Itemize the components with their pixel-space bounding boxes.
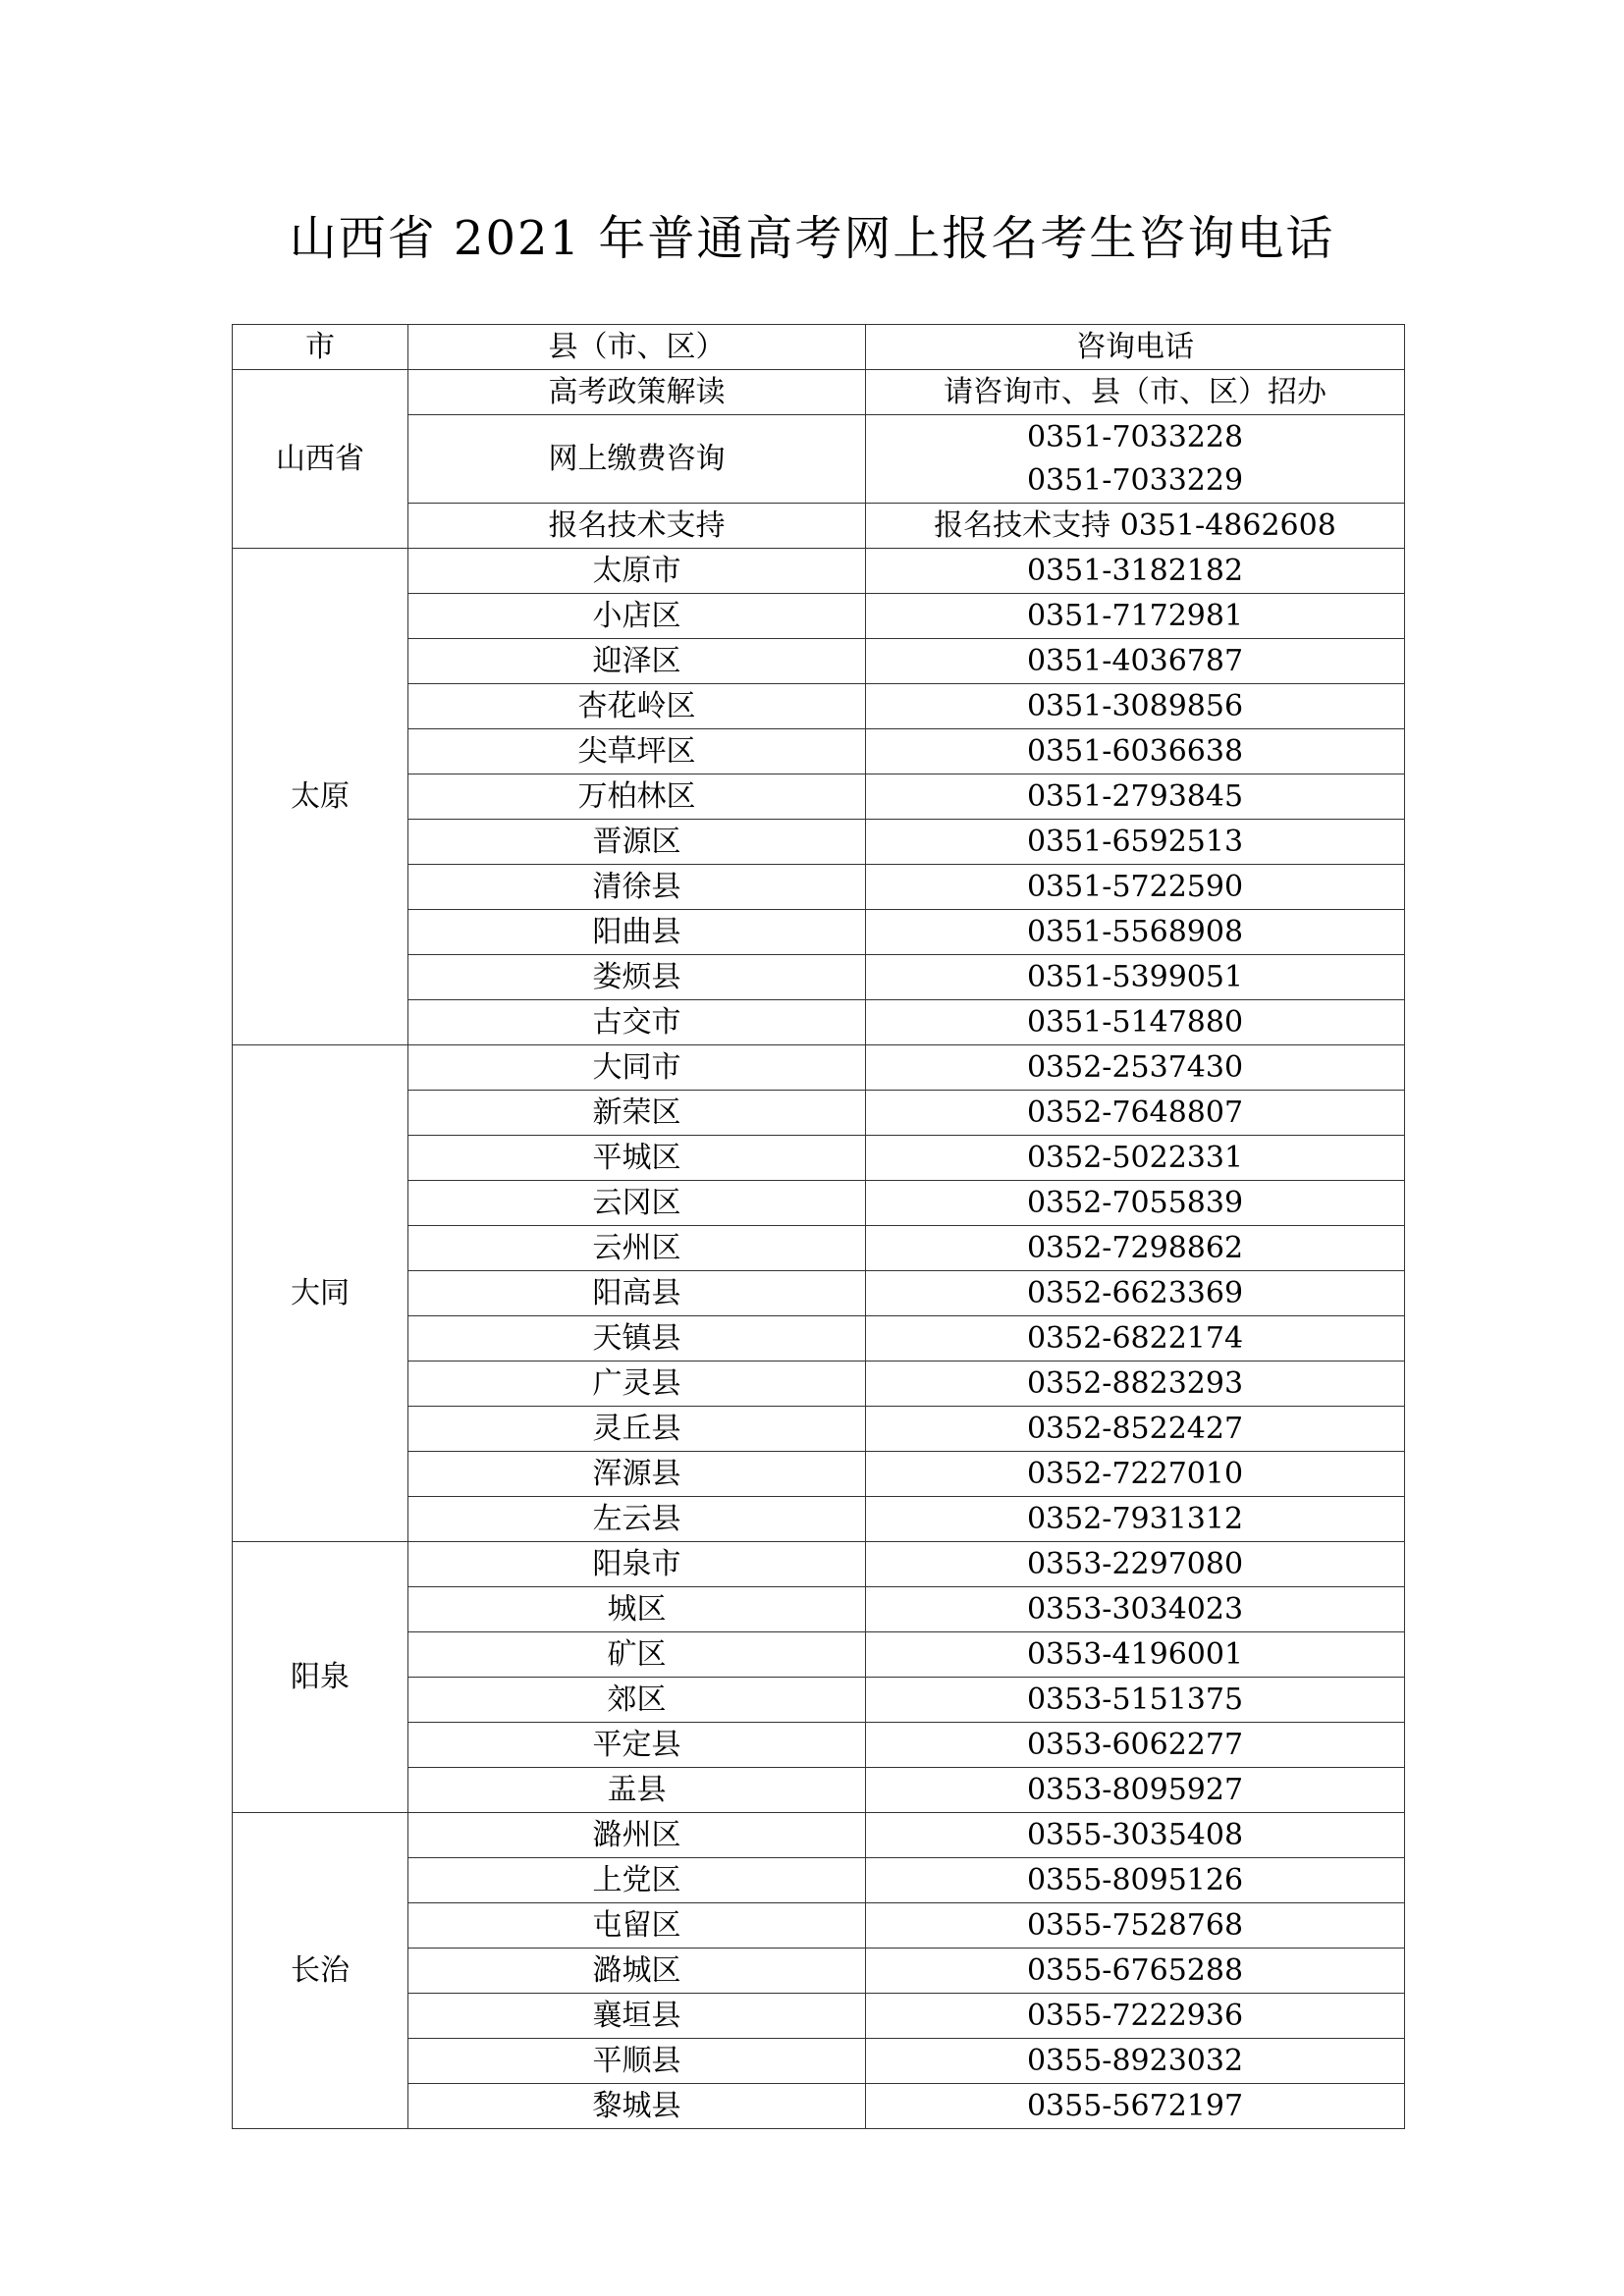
table-row <box>233 1316 1405 1362</box>
phone-cell: 0351-6592513 <box>866 820 1405 865</box>
county-cell: 古交市 <box>408 1000 866 1045</box>
table-row <box>233 1994 1405 2039</box>
phone-cell: 0353-2297080 <box>866 1542 1405 1587</box>
table-row <box>233 729 1405 774</box>
phone-cell: 0351-5568908 <box>866 910 1405 955</box>
table-row <box>233 865 1405 910</box>
county-cell: 灵丘县 <box>408 1407 866 1452</box>
table-row <box>233 820 1405 865</box>
table-row <box>233 1903 1405 1949</box>
phone-cell: 0352-7055839 <box>866 1181 1405 1226</box>
table-row <box>233 594 1405 639</box>
table-row <box>233 1858 1405 1903</box>
phone-cell: 0352-5022331 <box>866 1136 1405 1181</box>
table-row <box>233 2039 1405 2084</box>
table-row <box>233 1136 1405 1181</box>
county-cell: 新荣区 <box>408 1091 866 1136</box>
phone-cell: 0351-7172981 <box>866 594 1405 639</box>
phone-cell: 0351-3182182 <box>866 549 1405 594</box>
table-row <box>233 639 1405 684</box>
county-cell: 平顺县 <box>408 2039 866 2084</box>
county-cell: 高考政策解读 <box>408 370 866 415</box>
header-county: 县（市、区） <box>408 325 866 370</box>
table-body <box>233 370 1405 2129</box>
table-row <box>233 1813 1405 1858</box>
table-row <box>233 1452 1405 1497</box>
county-cell: 襄垣县 <box>408 1994 866 2039</box>
city-cell: 山西省 <box>233 370 408 549</box>
county-cell: 迎泽区 <box>408 639 866 684</box>
phone-cell: 0351-5147880 <box>866 1000 1405 1045</box>
table-row <box>233 1497 1405 1542</box>
county-cell: 城区 <box>408 1587 866 1632</box>
table-row <box>233 774 1405 820</box>
phone-cell: 0352-7648807 <box>866 1091 1405 1136</box>
county-cell: 报名技术支持 <box>408 504 866 549</box>
county-cell: 郊区 <box>408 1678 866 1723</box>
county-cell: 阳曲县 <box>408 910 866 955</box>
county-cell: 网上缴费咨询 <box>408 415 866 504</box>
table-row <box>233 1271 1405 1316</box>
county-cell: 万柏林区 <box>408 774 866 820</box>
phone-cell: 0351-2793845 <box>866 774 1405 820</box>
table-row <box>233 1632 1405 1678</box>
table-row <box>233 1091 1405 1136</box>
table-row <box>233 1542 1405 1587</box>
county-cell: 黎城县 <box>408 2084 866 2129</box>
table-row <box>233 1407 1405 1452</box>
county-cell: 阳泉市 <box>408 1542 866 1587</box>
table-row <box>233 1723 1405 1768</box>
county-cell: 天镇县 <box>408 1316 866 1362</box>
phone-cell: 0352-7931312 <box>866 1497 1405 1542</box>
county-cell: 娄烦县 <box>408 955 866 1000</box>
county-cell: 左云县 <box>408 1497 866 1542</box>
phone-cell: 0352-7227010 <box>866 1452 1405 1497</box>
page-title: 山西省 2021 年普通高考网上报名考生咨询电话 <box>289 211 1335 266</box>
county-cell: 矿区 <box>408 1632 866 1678</box>
phone-number: 0351-7033228 <box>1026 419 1244 454</box>
phone-cell: 0353-6062277 <box>866 1723 1405 1768</box>
city-cell: 长治 <box>233 1813 408 2129</box>
phone-cell: 0355-7528768 <box>866 1903 1405 1949</box>
phone-cell: 0353-3034023 <box>866 1587 1405 1632</box>
county-cell: 清徐县 <box>408 865 866 910</box>
table-row <box>233 549 1405 594</box>
header-phone: 咨询电话 <box>866 325 1405 370</box>
county-cell: 杏花岭区 <box>408 684 866 729</box>
phone-cell: 0351-4036787 <box>866 639 1405 684</box>
table-row <box>233 370 1405 415</box>
table-row <box>233 1045 1405 1091</box>
county-cell: 平定县 <box>408 1723 866 1768</box>
county-cell: 上党区 <box>408 1858 866 1903</box>
county-cell: 浑源县 <box>408 1452 866 1497</box>
phone-cell: 0352-8522427 <box>866 1407 1405 1452</box>
table-row <box>233 1768 1405 1813</box>
table-row <box>233 910 1405 955</box>
county-cell: 尖草坪区 <box>408 729 866 774</box>
phone-cell: 0353-4196001 <box>866 1632 1405 1678</box>
county-cell: 广灵县 <box>408 1362 866 1407</box>
phone-cell: 0352-6623369 <box>866 1271 1405 1316</box>
county-cell: 云冈区 <box>408 1181 866 1226</box>
phone-cell: 0352-8823293 <box>866 1362 1405 1407</box>
phone-cell: 0355-5672197 <box>866 2084 1405 2129</box>
county-cell: 太原市 <box>408 549 866 594</box>
county-cell: 云州区 <box>408 1226 866 1271</box>
county-cell: 潞州区 <box>408 1813 866 1858</box>
county-cell: 盂县 <box>408 1768 866 1813</box>
phone-cell: 0351-5722590 <box>866 865 1405 910</box>
county-cell: 晋源区 <box>408 820 866 865</box>
county-cell: 阳高县 <box>408 1271 866 1316</box>
phone-cell: 0352-2537430 <box>866 1045 1405 1091</box>
county-cell: 小店区 <box>408 594 866 639</box>
header-row <box>233 325 1405 370</box>
phone-cell: 0352-6822174 <box>866 1316 1405 1362</box>
phone-cell: 0351-5399051 <box>866 955 1405 1000</box>
table-row <box>233 2084 1405 2129</box>
phone-cell: 0351-3089856 <box>866 684 1405 729</box>
phone-cell: 0353-5151375 <box>866 1678 1405 1723</box>
table-row <box>233 1000 1405 1045</box>
table-row <box>233 1226 1405 1271</box>
phone-cell: 0353-8095927 <box>866 1768 1405 1813</box>
table-row <box>233 1181 1405 1226</box>
header-city: 市 <box>233 325 408 370</box>
phone-cell: 0355-8923032 <box>866 2039 1405 2084</box>
phone-cell: 0355-8095126 <box>866 1858 1405 1903</box>
table-row <box>233 1678 1405 1723</box>
county-cell: 潞城区 <box>408 1949 866 1994</box>
phone-cell: 报名技术支持 0351-4862608 <box>866 504 1405 549</box>
county-cell: 大同市 <box>408 1045 866 1091</box>
table-row <box>233 415 1405 504</box>
table-row <box>233 1587 1405 1632</box>
phone-cell: 0351-6036638 <box>866 729 1405 774</box>
table-row <box>233 955 1405 1000</box>
city-cell: 太原 <box>233 549 408 1045</box>
phone-cell: 0355-6765288 <box>866 1949 1405 1994</box>
contact-table <box>232 324 1405 2129</box>
city-cell: 大同 <box>233 1045 408 1542</box>
table-row <box>233 1949 1405 1994</box>
phone-cell: 请咨询市、县（市、区）招办 <box>866 370 1405 415</box>
table-row <box>233 504 1405 549</box>
city-cell: 阳泉 <box>233 1542 408 1813</box>
phone-cell <box>866 415 1405 504</box>
phone-cell: 0352-7298862 <box>866 1226 1405 1271</box>
phone-cell: 0355-3035408 <box>866 1813 1405 1858</box>
table-row <box>233 1362 1405 1407</box>
county-cell: 屯留区 <box>408 1903 866 1949</box>
table-row <box>233 684 1405 729</box>
phone-cell: 0355-7222936 <box>866 1994 1405 2039</box>
county-cell: 平城区 <box>408 1136 866 1181</box>
phone-number: 0351-7033229 <box>1026 462 1244 498</box>
